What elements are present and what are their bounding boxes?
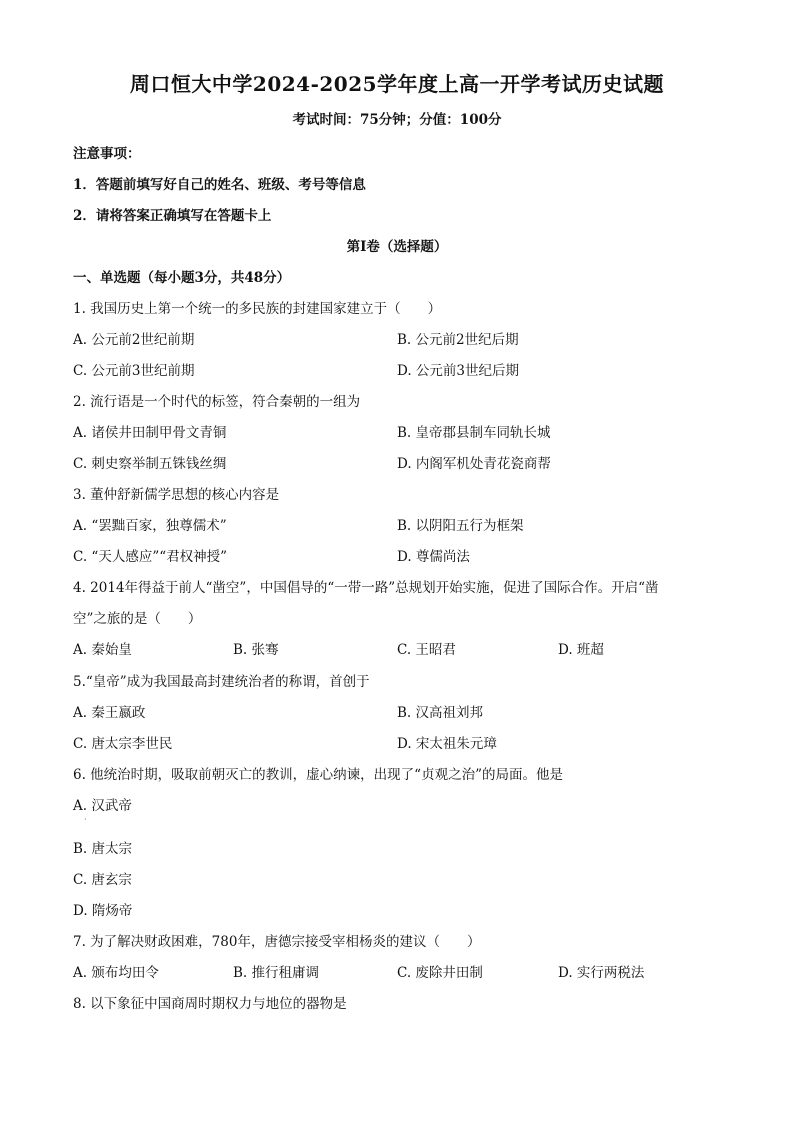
question-stem: 8. 以下象征中国商周时期权力与地位的器物是 — [73, 996, 347, 1012]
notice-item: 2．请将答案正确填写在答题卡上 — [73, 208, 272, 224]
answer-option: D. 内阁军机处青花瓷商帮 — [397, 456, 551, 472]
answer-option: B. 张骞 — [233, 642, 279, 658]
answer-option: B. 唐太宗 — [73, 841, 133, 857]
question-stem: 1. 我国历史上第一个统一的多民族的封建国家建立于（ ） — [73, 301, 442, 317]
answer-option: B. 公元前2世纪后期 — [397, 332, 519, 348]
answer-option: A. 诸侯井田制甲骨文青铜 — [73, 425, 227, 441]
answer-option: C. “天人感应”“君权神授” — [73, 549, 228, 565]
answer-option: D. 宋太祖朱元璋 — [397, 736, 497, 752]
answer-option: B. 推行租庸调 — [233, 965, 320, 981]
answer-option: C. 公元前3世纪前期 — [73, 363, 195, 379]
answer-option: D. 隋炀帝 — [73, 903, 133, 919]
answer-option: A. 秦始皇 — [73, 642, 132, 658]
answer-option: D. 尊儒尚法 — [397, 549, 470, 565]
stray-mark: · — [84, 815, 87, 824]
exam-info: 考试时间：75分钟；分值：100分 — [292, 112, 502, 128]
answer-option: B. 皇帝郡县制车同轨长城 — [397, 425, 551, 441]
answer-option: D. 实行两税法 — [558, 965, 645, 981]
answer-option: D. 班超 — [558, 642, 604, 658]
question-stem: 4. 2014年得益于前人“凿空”，中国倡导的“一带一路”总规划开始实施，促进了国际合作。开启“凿 — [73, 580, 659, 596]
answer-option: B. 以阴阳五行为框架 — [397, 518, 524, 534]
section-title: 一、单选题（每小题3分，共48分） — [73, 270, 291, 286]
answer-option: D. 公元前3世纪后期 — [397, 363, 520, 379]
answer-option: A. “罢黜百家，独尊儒术” — [73, 518, 227, 534]
question-stem: 3. 董仲舒新儒学思想的核心内容是 — [73, 487, 280, 503]
question-stem: 2. 流行语是一个时代的标签，符合秦朝的一组为 — [73, 394, 361, 410]
answer-option: A. 秦王嬴政 — [73, 705, 146, 721]
answer-option: C. 唐玄宗 — [73, 872, 132, 888]
answer-option: C. 王昭君 — [397, 642, 456, 658]
answer-option: A. 颁布均田令 — [73, 965, 159, 981]
question-stem: 7. 为了解决财政困难，780年，唐德宗接受宰相杨炎的建议（ ） — [73, 934, 481, 950]
answer-option: C. 废除井田制 — [397, 965, 483, 981]
page-title: 周口恒大中学2024-2025学年度上高一开学考试历史试题 — [129, 72, 665, 96]
volume-title: 第I卷（选择题） — [346, 239, 448, 255]
notice-item: 1．答题前填写好自己的姓名、班级、考号等信息 — [73, 177, 366, 193]
answer-option: C. 唐太宗李世民 — [73, 736, 173, 752]
answer-option: A. 公元前2世纪前期 — [73, 332, 195, 348]
question-stem: 6. 他统治时期，吸取前朝灭亡的教训，虚心纳谏，出现了“贞观之治”的局面。他是 — [73, 767, 563, 783]
answer-option: C. 刺史察举制五铢钱丝绸 — [73, 456, 227, 472]
question-stem-continued: 空”之旅的是（ ） — [73, 611, 202, 627]
notice-heading: 注意事项： — [73, 146, 141, 162]
question-stem: 5.“皇帝”成为我国最高封建统治者的称谓，首创于 — [73, 674, 370, 690]
answer-option: A. 汉武帝 — [73, 798, 132, 814]
answer-option: B. 汉高祖刘邦 — [397, 705, 484, 721]
